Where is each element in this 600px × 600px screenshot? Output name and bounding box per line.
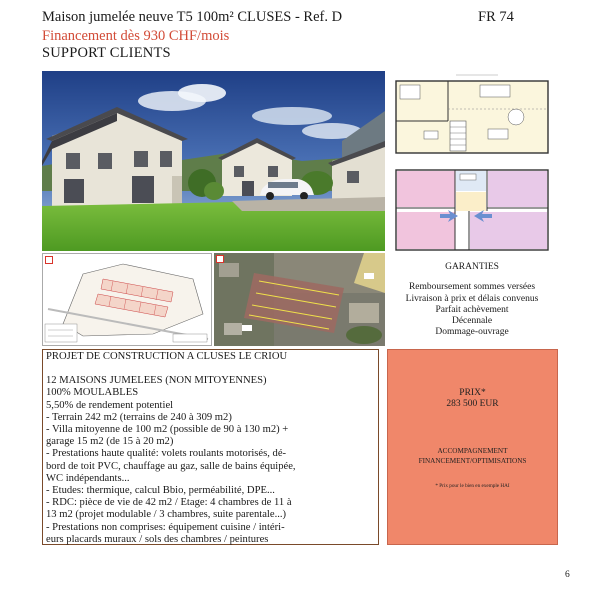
price-label: PRIX* (459, 388, 486, 398)
project-line: garage 15 m2 (de 15 à 20 m2) (46, 436, 174, 448)
guarantee-item: Parfait achèvement (435, 304, 509, 315)
site-plan-thumbnail (42, 253, 212, 346)
project-line: - Terrain 242 m2 (terrains de 240 à 309 m2) (46, 411, 232, 423)
page-number: 6 (565, 570, 570, 580)
project-line: - RDC: pièce de vie de 42 m2 / Etage: 4 chambres de 11 à (46, 497, 292, 509)
upper-floor-plan (388, 164, 556, 256)
marker-icon (216, 255, 224, 263)
guarantee-item: Livraison à prix et délais convenus (405, 293, 539, 304)
aerial-photo-thumbnail (214, 253, 385, 346)
project-description-box (42, 349, 379, 545)
financing-text: Financement dès 930 CHF/mois (42, 28, 230, 44)
guarantees-block (388, 262, 556, 339)
project-line: - Villa mitoyenne de 100 m2 (possible de 90 à 130 m2) + (46, 424, 289, 436)
project-line: - Prestations non comprises: équipement cuisine / intéri- (46, 521, 285, 533)
region-code: FR 74 (478, 9, 514, 25)
project-title: PROJET DE CONSTRUCTION A CLUSES LE CRIOU (46, 351, 288, 362)
project-line: 12 MAISONS JUMELEES (NON MITOYENNES) (46, 375, 267, 387)
house-photo (42, 71, 385, 251)
support-clients-text: SUPPORT CLIENTS (42, 45, 171, 61)
guarantee-item: Remboursement sommes versées (408, 282, 536, 293)
listing-title: Maison jumelée neuve T5 100m² CLUSES - Ref. D (42, 9, 343, 25)
guarantee-item: Dommage-ouvrage (435, 327, 509, 338)
price-footnote: * Prix pour le bien en exemple HAI (435, 483, 510, 489)
price-box (387, 349, 558, 545)
marker-icon (45, 256, 53, 264)
project-line: eurs placards muraux / sols des chambres / peintures (46, 533, 269, 545)
project-line: WC indépendants... (46, 472, 130, 484)
project-line: - Prestations haute qualité: volets roulants motorisés, dé- (46, 448, 287, 460)
project-line: 13 m2 (projet modulable / 3 chambres, suite parentale...) (46, 509, 287, 521)
project-line: bord de toit PVC, chauffage au gaz, salle de bains équipée, (46, 460, 296, 472)
financing-optimisation-text: FINANCEMENT/OPTIMISATIONS (418, 457, 527, 465)
guarantees-title: GARANTIES (445, 262, 499, 272)
project-line: 5,50% de rendement potentiel (46, 399, 174, 411)
price-value: 283 500 EUR (446, 399, 499, 409)
project-line: - Etudes: thermique, calcul Bbio, perméabilité, DPE... (46, 485, 275, 497)
accompaniment-text: ACCOMPAGNEMENT (437, 447, 508, 455)
guarantee-item: Décennale (451, 316, 493, 327)
project-line: 100% MOULABLES (46, 387, 139, 399)
ground-floor-plan (388, 71, 556, 163)
